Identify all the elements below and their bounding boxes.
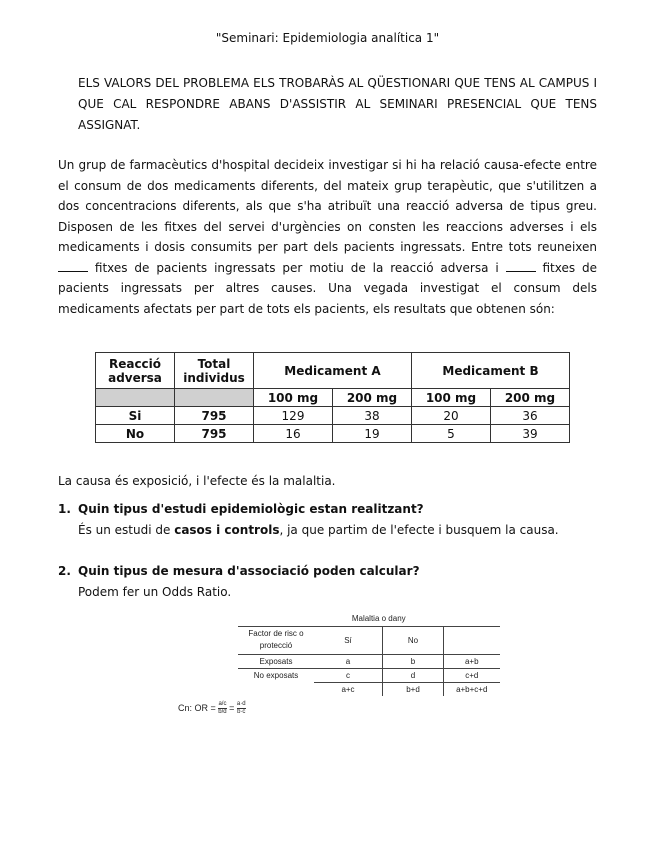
header-medicament-b: Medicament B: [412, 353, 570, 389]
table-row: [238, 682, 500, 696]
col-si: Sí: [314, 626, 383, 654]
contingency-header: Malaltia o dany: [351, 614, 406, 624]
blank-field-2: [506, 261, 536, 272]
cell: a: [314, 654, 383, 668]
row-total: 795: [175, 425, 254, 443]
cell: 39: [491, 425, 570, 443]
fraction-2: [237, 701, 246, 716]
cell: 5: [412, 425, 491, 443]
cell: c+d: [444, 668, 500, 682]
empty-cell: [96, 389, 175, 407]
cell: a+b+c+d: [444, 682, 500, 696]
header-reaccio: Reacció adversa: [96, 353, 175, 389]
paragraph-part-2: fitxes de pacients ingressats per motiu de la reacció adversa i: [94, 260, 499, 275]
fraction-1-den: b/d: [218, 709, 227, 715]
table-row: [238, 654, 500, 668]
answer-1-post: , ja que partim de l'efecte i busquem la causa.: [279, 523, 559, 537]
dose-a-200: 200 mg: [333, 389, 412, 407]
odds-ratio-formula: [178, 701, 246, 716]
question-2-number: 2.: [58, 564, 71, 578]
fraction-2-num: a·d: [236, 701, 246, 707]
formula-prefix: Cn: OR =: [178, 702, 216, 713]
header-total: Total individus: [175, 353, 254, 389]
cell: a+c: [314, 682, 383, 696]
cause-line: La causa és exposició, i l'efecte és la malaltia.: [58, 474, 336, 488]
cell: c: [314, 668, 383, 682]
page-title: "Seminari: Epidemiologia analítica 1": [215, 31, 440, 45]
row-label: No: [96, 425, 175, 443]
problem-paragraph: [58, 155, 597, 319]
cell: 20: [412, 407, 491, 425]
table-row: [96, 407, 570, 425]
answer-1-pre: És un estudi de: [78, 523, 175, 537]
results-table: [95, 352, 570, 443]
table-row: [96, 425, 570, 443]
cell: 16: [254, 425, 333, 443]
cell: 36: [491, 407, 570, 425]
row-label: Si: [96, 407, 175, 425]
cell: 38: [333, 407, 412, 425]
contingency-table: [238, 612, 500, 696]
cell: b+d: [383, 682, 444, 696]
question-1: Quin tipus d'estudi epidemiològic estan realitzant?: [78, 502, 424, 516]
blank-field-1: [58, 261, 88, 272]
row-label: No exposats: [238, 668, 314, 682]
empty-cell: [175, 389, 254, 407]
col-no: No: [383, 626, 444, 654]
dose-b-200: 200 mg: [491, 389, 570, 407]
table-row: [238, 668, 500, 682]
dose-b-100: 100 mg: [412, 389, 491, 407]
paragraph-part-3: fitxes de pacients ingressats per altres causes. Una vegada investigat el consum dels medicaments afectats per part de tots els pacients, els resultats que obtenen són:: [58, 260, 597, 316]
question-2: Quin tipus de mesura d'associació poden calcular?: [78, 564, 420, 578]
fraction-1-num: a/c: [218, 701, 227, 707]
dose-a-100: 100 mg: [254, 389, 333, 407]
cell: 19: [333, 425, 412, 443]
answer-1: [78, 523, 559, 537]
question-1-number: 1.: [58, 502, 71, 516]
cell: d: [383, 668, 444, 682]
formula-equals: =: [229, 702, 235, 713]
cell: b: [383, 654, 444, 668]
fraction-2-den: b·c: [237, 709, 246, 715]
answer-2: Podem fer un Odds Ratio.: [78, 585, 232, 599]
paragraph-part-1: Un grup de farmacèutics d'hospital decideix investigar si hi ha relació causa-efecte entre el consum de dos medicaments diferents, del mateix grup terapèutic, que s'utilitzen a dos concentracions diferents, als que s'ha atribuït una reacció adversa de tipus greu. Disposen de les fitxes del servei d'urgències on consten les reaccions adverses i els medicaments i dosis consumits per part dels pacients ingressats. Entre tots reuneixen: [58, 158, 597, 254]
header-medicament-a: Medicament A: [254, 353, 412, 389]
notice-text: ELS VALORS DEL PROBLEMA ELS TROBARÀS AL QÜESTIONARI QUE TENS AL CAMPUS I QUE CAL RESPONDRE ABANS D'ASSISTIR AL SEMINARI PRESENCIAL QUE TENS ASSIGNAT.: [78, 76, 597, 132]
factor-label: Factor de risc o protecció: [238, 626, 314, 654]
answer-1-bold: casos i controls: [174, 523, 280, 537]
cell: a+b: [444, 654, 500, 668]
fraction-1: [218, 701, 226, 716]
row-total: 795: [175, 407, 254, 425]
row-label: Exposats: [238, 654, 314, 668]
cell: 129: [254, 407, 333, 425]
